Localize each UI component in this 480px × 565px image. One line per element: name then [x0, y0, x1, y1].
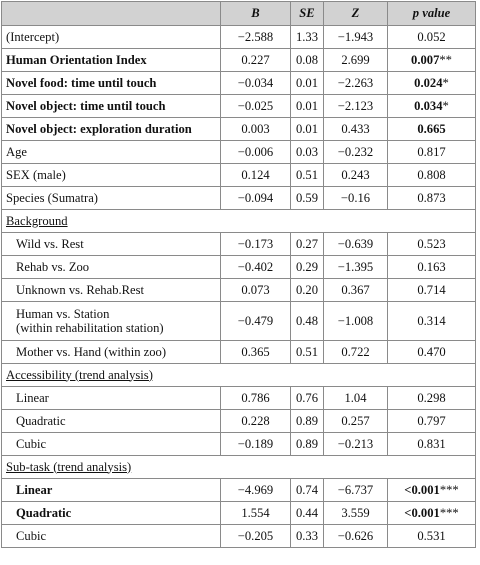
p-value-text: 0.665 [417, 121, 446, 136]
row-label: Linear [2, 387, 221, 410]
cell-b: 0.227 [221, 49, 291, 72]
cell-b: 0.228 [221, 410, 291, 433]
cell-b: 0.003 [221, 118, 291, 141]
p-value-text: 0.714 [417, 282, 446, 297]
cell-z: 0.722 [324, 341, 388, 364]
header-z: Z [324, 2, 388, 26]
cell-se: 0.27 [291, 233, 324, 256]
cell-se: 0.20 [291, 279, 324, 302]
section-label: Sub-task (trend analysis) [2, 456, 476, 479]
row-label: Novel object: exploration duration [2, 118, 221, 141]
significance-stars: *** [439, 482, 459, 497]
cell-p-value [388, 410, 476, 433]
cell-se: 0.51 [291, 341, 324, 364]
row-label-line-1: Human vs. Station [16, 307, 110, 321]
table-row [2, 26, 476, 49]
cell-se: 0.33 [291, 525, 324, 548]
cell-se: 0.01 [291, 118, 324, 141]
cell-p-value [388, 95, 476, 118]
cell-z: 0.257 [324, 410, 388, 433]
cell-p-value [388, 302, 476, 341]
cell-b: −0.006 [221, 141, 291, 164]
row-label: Age [2, 141, 221, 164]
p-value-text: 0.314 [417, 313, 446, 328]
row-label: (Intercept) [2, 26, 221, 49]
cell-p-value [388, 72, 476, 95]
cell-b: −0.173 [221, 233, 291, 256]
cell-b: −0.025 [221, 95, 291, 118]
table-row [2, 164, 476, 187]
table-row [2, 49, 476, 72]
table-row [2, 187, 476, 210]
cell-z: −0.213 [324, 433, 388, 456]
table-row [2, 256, 476, 279]
cell-se: 0.74 [291, 479, 324, 502]
cell-z: −0.232 [324, 141, 388, 164]
cell-z: −0.639 [324, 233, 388, 256]
significance-stars: * [442, 75, 449, 90]
cell-p-value [388, 26, 476, 49]
cell-p-value [388, 525, 476, 548]
significance-stars: * [442, 98, 449, 113]
table-row [2, 233, 476, 256]
p-value-text: 0.531 [417, 528, 446, 543]
cell-b: −0.205 [221, 525, 291, 548]
table-row [2, 410, 476, 433]
p-value-text: 0.523 [417, 236, 446, 251]
cell-p-value [388, 49, 476, 72]
row-label: Novel food: time until touch [2, 72, 221, 95]
cell-se: 0.44 [291, 502, 324, 525]
cell-se: 0.03 [291, 141, 324, 164]
table-body [2, 26, 476, 548]
table-row [2, 433, 476, 456]
table-row [2, 479, 476, 502]
cell-p-value [388, 233, 476, 256]
table-row [2, 302, 476, 341]
table-row [2, 72, 476, 95]
p-value-text: 0.817 [417, 144, 446, 159]
header-label [2, 2, 221, 26]
row-label: Rehab vs. Zoo [2, 256, 221, 279]
cell-b: 0.073 [221, 279, 291, 302]
cell-b: −2.588 [221, 26, 291, 49]
p-value-text: 0.470 [417, 344, 446, 359]
results-table [1, 1, 476, 548]
row-label: Mother vs. Hand (within zoo) [2, 341, 221, 364]
cell-b: 0.786 [221, 387, 291, 410]
header-se: SE [291, 2, 324, 26]
cell-z: −1.008 [324, 302, 388, 341]
table-row [2, 502, 476, 525]
section-label: Accessibility (trend analysis) [2, 364, 476, 387]
p-value-text: 0.163 [417, 259, 446, 274]
row-label-line-2: (within rehabilitation station) [16, 321, 164, 335]
row-label: Quadratic [2, 502, 221, 525]
cell-se: 0.59 [291, 187, 324, 210]
cell-z: −1.943 [324, 26, 388, 49]
cell-se: 0.01 [291, 72, 324, 95]
cell-z: 0.367 [324, 279, 388, 302]
cell-p-value [388, 387, 476, 410]
table-row [2, 279, 476, 302]
cell-p-value [388, 141, 476, 164]
section-header-row [2, 456, 476, 479]
cell-se: 0.01 [291, 95, 324, 118]
significance-stars: *** [439, 505, 459, 520]
p-value-text: <0.001 [404, 505, 440, 520]
table-row [2, 118, 476, 141]
table-header-row [2, 2, 476, 26]
row-label: Cubic [2, 525, 221, 548]
cell-z: 3.559 [324, 502, 388, 525]
cell-b: −4.969 [221, 479, 291, 502]
cell-z: −0.626 [324, 525, 388, 548]
cell-se: 0.48 [291, 302, 324, 341]
table-row [2, 95, 476, 118]
row-label: Cubic [2, 433, 221, 456]
cell-b: −0.034 [221, 72, 291, 95]
cell-b: 1.554 [221, 502, 291, 525]
cell-z: 1.04 [324, 387, 388, 410]
row-label: Linear [2, 479, 221, 502]
row-label: SEX (male) [2, 164, 221, 187]
cell-p-value [388, 341, 476, 364]
cell-p-value [388, 187, 476, 210]
cell-b: −0.189 [221, 433, 291, 456]
cell-p-value [388, 279, 476, 302]
p-value-text: 0.034 [414, 98, 443, 113]
p-value-text: 0.007 [411, 52, 440, 67]
cell-b: −0.479 [221, 302, 291, 341]
cell-b: 0.365 [221, 341, 291, 364]
row-label: Novel object: time until touch [2, 95, 221, 118]
table-row [2, 141, 476, 164]
p-value-text: 0.831 [417, 436, 446, 451]
header-b: B [221, 2, 291, 26]
p-value-text: 0.808 [417, 167, 446, 182]
cell-z: −2.263 [324, 72, 388, 95]
row-label: Wild vs. Rest [2, 233, 221, 256]
cell-z: −1.395 [324, 256, 388, 279]
row-label [2, 302, 221, 341]
row-label: Unknown vs. Rehab.Rest [2, 279, 221, 302]
p-value-text: 0.298 [417, 390, 446, 405]
cell-z: −2.123 [324, 95, 388, 118]
table-row [2, 341, 476, 364]
row-label: Human Orientation Index [2, 49, 221, 72]
p-value-text: 0.052 [417, 29, 446, 44]
cell-p-value [388, 479, 476, 502]
cell-p-value [388, 118, 476, 141]
section-header-row [2, 210, 476, 233]
header-p-value: p value [388, 2, 476, 26]
cell-z: −0.16 [324, 187, 388, 210]
cell-se: 0.51 [291, 164, 324, 187]
cell-p-value [388, 256, 476, 279]
p-value-text: 0.873 [417, 190, 446, 205]
cell-se: 1.33 [291, 26, 324, 49]
cell-p-value [388, 502, 476, 525]
cell-p-value [388, 164, 476, 187]
cell-se: 0.08 [291, 49, 324, 72]
cell-z: 0.433 [324, 118, 388, 141]
section-header-row [2, 364, 476, 387]
cell-se: 0.29 [291, 256, 324, 279]
cell-b: 0.124 [221, 164, 291, 187]
p-value-text: 0.024 [414, 75, 443, 90]
cell-se: 0.89 [291, 433, 324, 456]
cell-b: −0.094 [221, 187, 291, 210]
cell-se: 0.76 [291, 387, 324, 410]
p-value-text: 0.797 [417, 413, 446, 428]
table-container [1, 1, 479, 563]
table-row [2, 387, 476, 410]
cell-z: −6.737 [324, 479, 388, 502]
p-value-text: <0.001 [404, 482, 440, 497]
cell-z: 2.699 [324, 49, 388, 72]
row-label: Species (Sumatra) [2, 187, 221, 210]
table-row [2, 525, 476, 548]
cell-b: −0.402 [221, 256, 291, 279]
cell-se: 0.89 [291, 410, 324, 433]
cell-p-value [388, 433, 476, 456]
significance-stars: ** [439, 52, 452, 67]
section-label: Background [2, 210, 476, 233]
cell-z: 0.243 [324, 164, 388, 187]
row-label: Quadratic [2, 410, 221, 433]
